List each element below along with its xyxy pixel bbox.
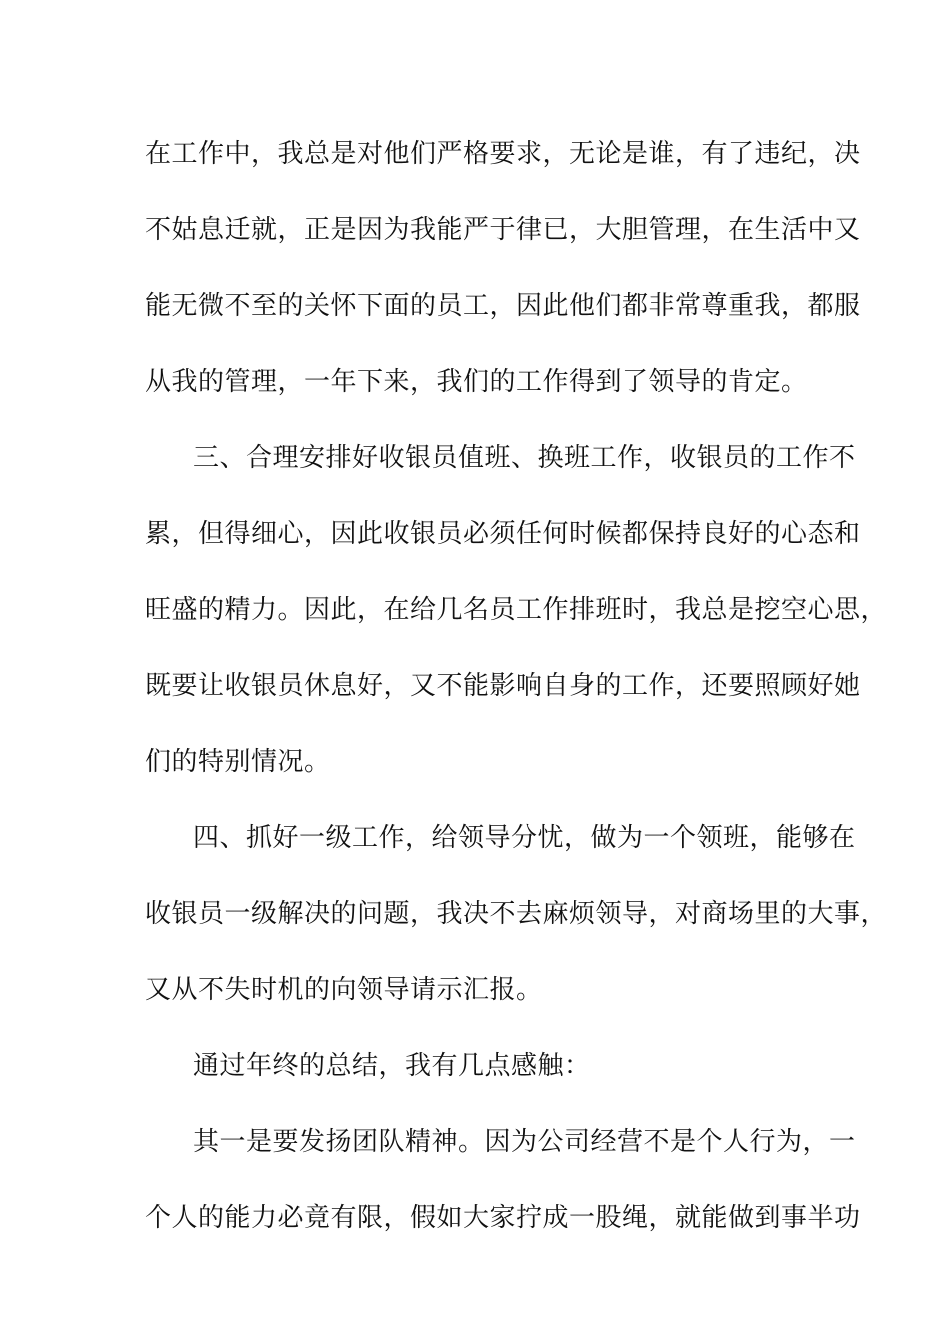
text-line: 累，但得细心，因此收银员必须任何时候都保持良好的心态和 xyxy=(145,519,861,549)
text-line: 从我的管理，一年下来，我们的工作得到了领导的肯定。 xyxy=(145,367,808,397)
paragraph-start-line: 三、合理安排好收银员值班、换班工作，收银员的工作不 xyxy=(193,443,856,473)
text-line: 不姑息迁就，正是因为我能严于律已，大胆管理，在生活中又 xyxy=(145,215,861,245)
text-line: 们的特别情况。 xyxy=(145,747,331,777)
text-line: 旺盛的精力。因此，在给几名员工作排班时，我总是挖空心思， xyxy=(145,595,888,625)
text-line: 收银员一级解决的问题，我决不去麻烦领导，对商场里的大事， xyxy=(145,899,888,929)
body-text xyxy=(145,128,888,1268)
paragraph-start-line: 通过年终的总结，我有几点感触： xyxy=(193,1051,591,1081)
text-line: 能无微不至的关怀下面的员工，因此他们都非常尊重我，都服 xyxy=(145,291,861,321)
text-line: 既要让收银员休息好，又不能影响自身的工作，还要照顾好她 xyxy=(145,671,861,701)
text-line: 在工作中，我总是对他们严格要求，无论是谁，有了违纪，决 xyxy=(145,139,861,169)
paragraph-start-line: 四、抓好一级工作，给领导分忧，做为一个领班，能够在 xyxy=(193,823,856,853)
text-line: 个人的能力必竟有限，假如大家拧成一股绳，就能做到事半功 xyxy=(145,1203,861,1233)
text-line: 又从不失时机的向领导请示汇报。 xyxy=(145,975,543,1005)
paragraph-start-line: 其一是要发扬团队精神。因为公司经营不是个人行为，一 xyxy=(193,1127,856,1157)
